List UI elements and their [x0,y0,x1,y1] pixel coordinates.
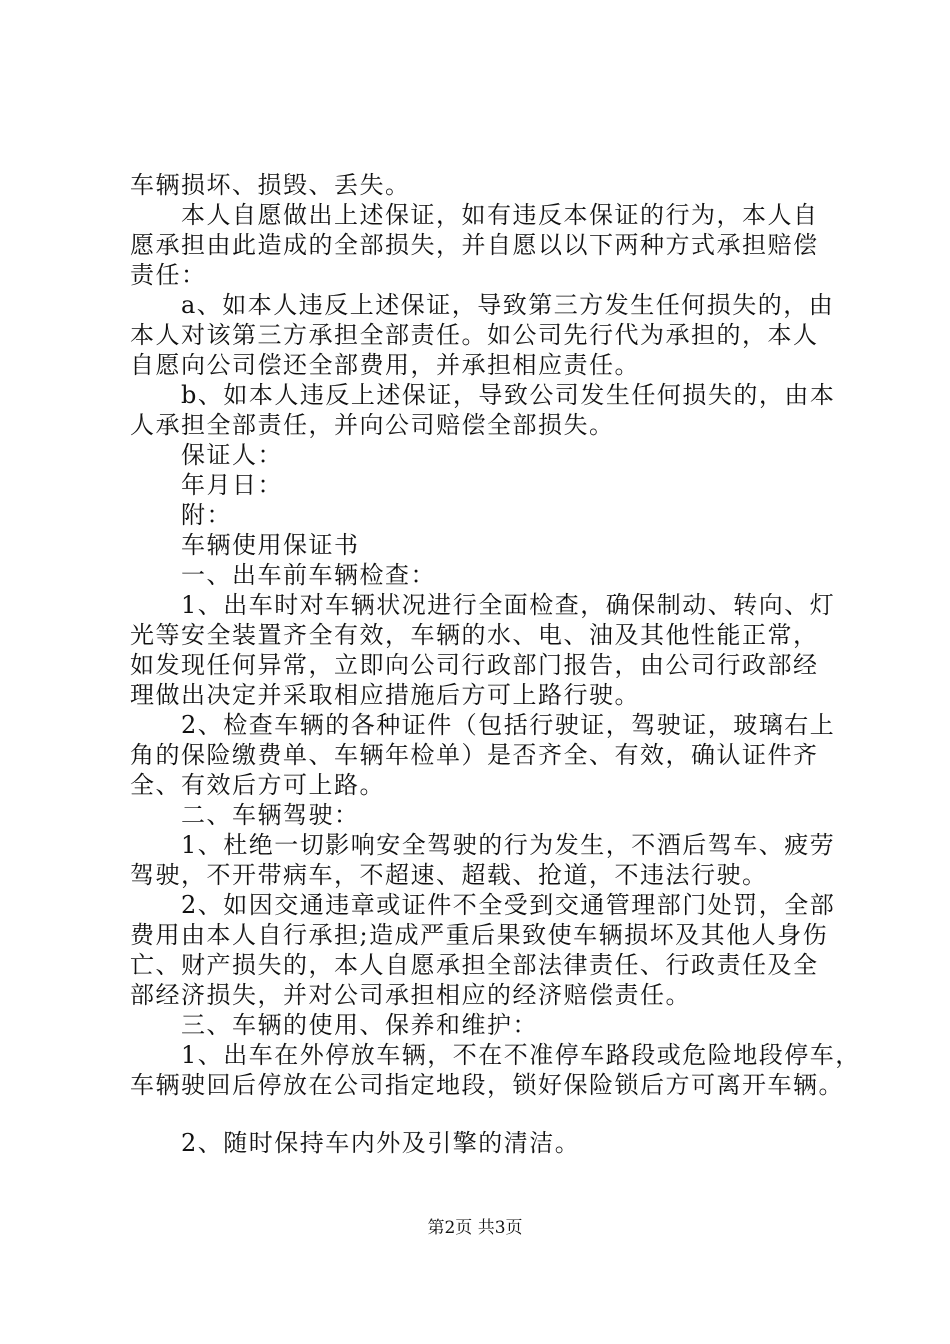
text-line: 理做出决定并采取相应措施后方可上路行驶。 [130,681,640,709]
text-line: 1、出车在外停放车辆，不在不准停车路段或危险地段停车， [130,1041,861,1069]
text-line: 本人对该第三方承担全部责任。如公司先行代为承担的，本人 [130,321,819,349]
text-line: 车辆使用保证书 [130,531,360,559]
text-line: 愿承担由此造成的全部损失，并自愿以以下两种方式承担赔偿 [130,231,819,259]
text-line: 人承担全部责任，并向公司赔偿全部损失。 [130,411,615,439]
paragraph-gap [130,1100,850,1128]
text-line: 保证人： [130,441,283,469]
text-line: 角的保险缴费单、车辆年检单）是否齐全、有效，确认证件齐 [130,741,819,769]
page-number-footer: 第2页 共3页 [427,1218,523,1238]
text-line: 2、检查车辆的各种证件（包括行驶证，驾驶证，玻璃右上 [130,711,836,739]
text-line: 本人自愿做出上述保证，如有违反本保证的行为，本人自 [130,201,819,229]
text-line: 2、如因交通违章或证件不全受到交通管理部门处罚，全部 [130,891,836,919]
text-line: 全、有效后方可上路。 [130,771,385,799]
text-line-last: 2、随时保持车内外及引擎的清洁。 [130,1129,581,1157]
text-line: 年月日： [130,471,283,499]
text-line: 驾驶，不开带病车，不超速、超载、抢道，不违法行驶。 [130,861,768,889]
text-line: 亡、财产损失的，本人自愿承担全部法律责任、行政责任及全 [130,951,819,979]
document-body [130,170,861,1158]
text-line: a、如本人违反上述保证，导致第三方发生任何损失的，由 [130,291,835,319]
text-line: 附： [130,501,232,529]
text-line: 1、出车时对车辆状况进行全面检查，确保制动、转向、灯 [130,591,836,619]
text-line: 1、杜绝一切影响安全驾驶的行为发生，不酒后驾车、疲劳 [130,831,836,859]
text-line: 部经济损失，并对公司承担相应的经济赔偿责任。 [130,981,691,1009]
text-line: 车辆损坏、损毁、丢失。 [130,171,411,199]
text-line: 如发现任何异常，立即向公司行政部门报告，由公司行政部经 [130,651,819,679]
text-line: b、如本人违反上述保证，导致公司发生任何损失的，由本 [130,381,836,409]
text-line: 车辆驶回后停放在公司指定地段，锁好保险锁后方可离开车辆。 [130,1071,844,1099]
text-line: 二、车辆驾驶： [130,801,360,829]
text-line: 自愿向公司偿还全部费用，并承担相应责任。 [130,351,640,379]
text-line: 一、出车前车辆检查： [130,561,436,589]
text-line: 光等安全装置齐全有效，车辆的水、电、油及其他性能正常， [130,621,819,649]
text-line: 三、车辆的使用、保养和维护： [130,1011,538,1039]
text-line: 费用由本人自行承担;造成严重后果致使车辆损坏及其他人身伤 [130,921,829,949]
text-line: 责任： [130,261,207,289]
